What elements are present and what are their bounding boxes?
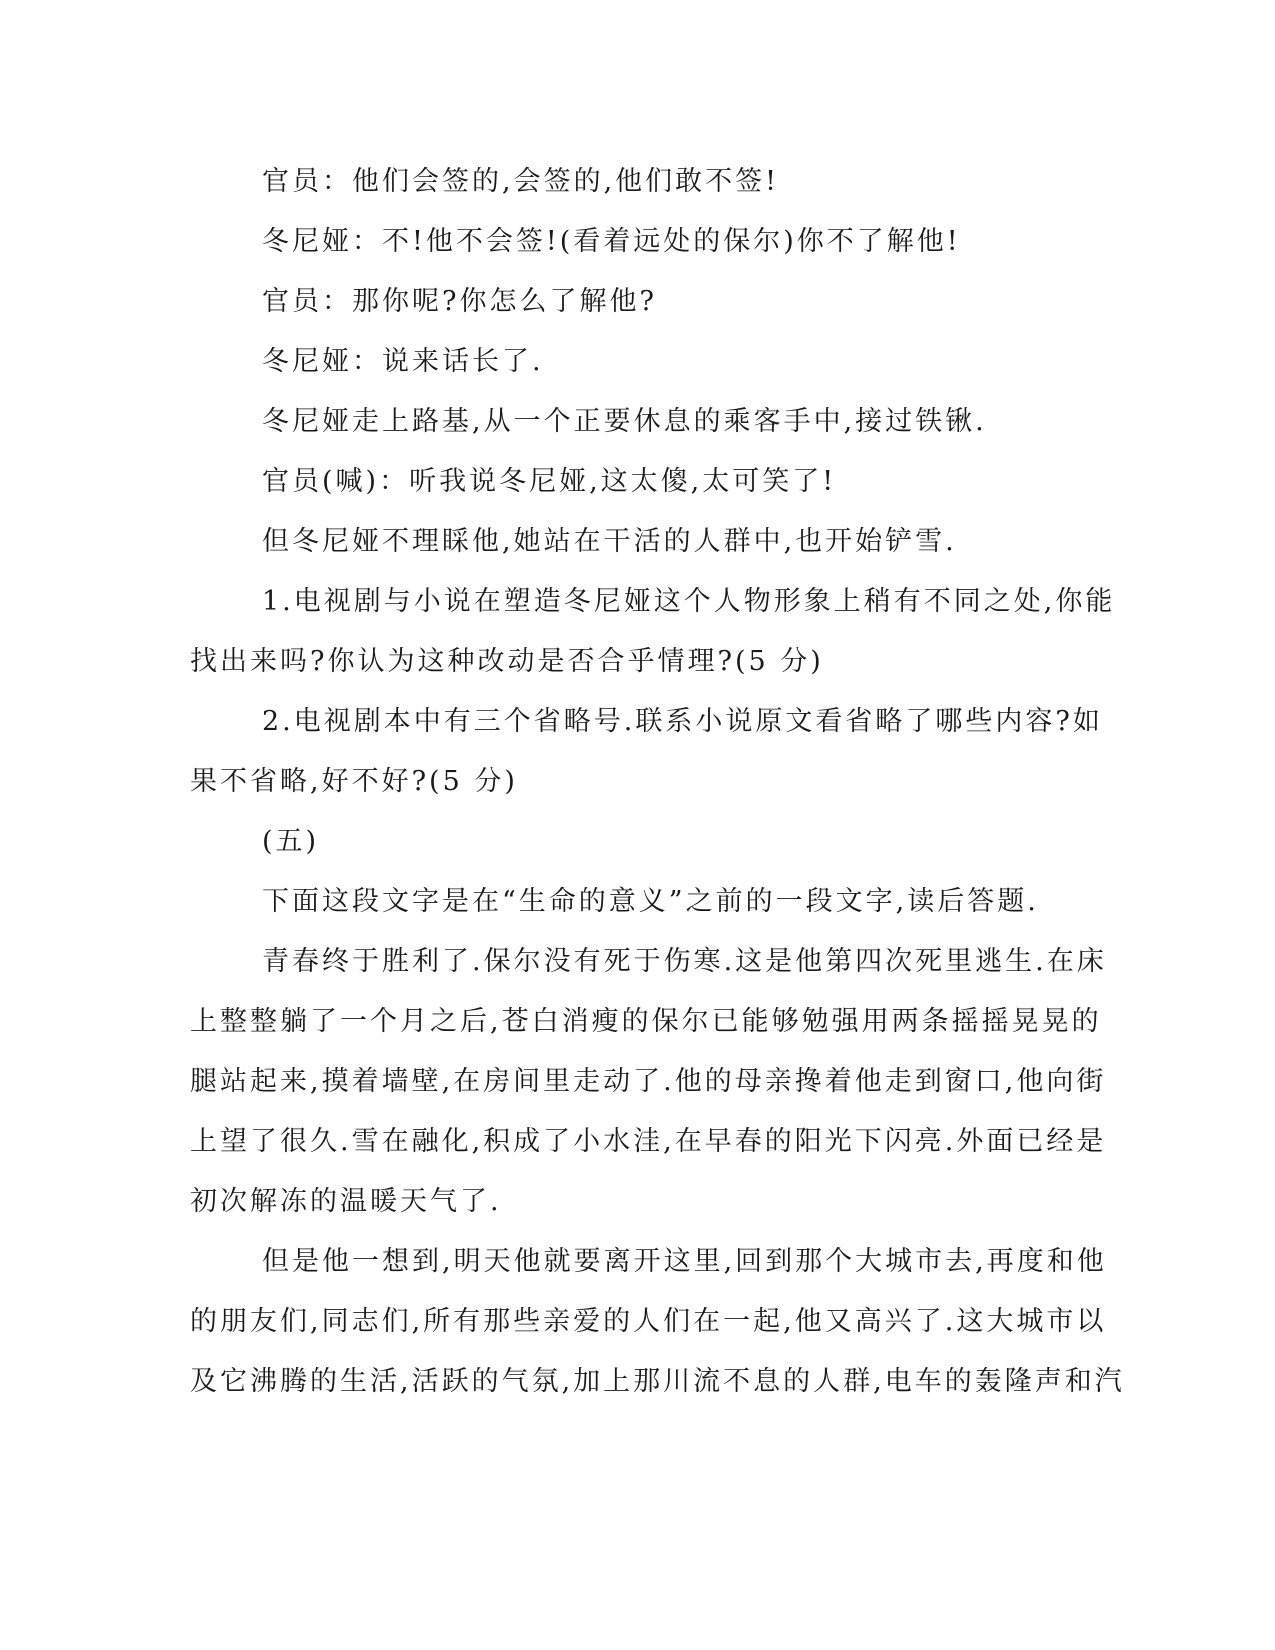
dialogue-line: 官员：他们会签的,会签的,他们敢不签!	[262, 166, 780, 197]
stage-direction: 冬尼娅走上路基,从一个正要休息的乘客手中,接过铁锹.	[262, 406, 987, 437]
stage-direction: 但冬尼娅不理睬他,她站在干活的人群中,也开始铲雪.	[262, 526, 957, 557]
passage-line: 初次解冻的温暖天气了.	[190, 1186, 502, 1217]
passage-line: 但是他一想到,明天他就要离开这里,回到那个大城市去,再度和他	[262, 1246, 1107, 1277]
section-intro: 下面这段文字是在“生命的意义”之前的一段文字,读后答题.	[262, 886, 1039, 917]
passage-line: 的朋友们,同志们,所有那些亲爱的人们在一起,他又高兴了.这大城市以	[190, 1306, 1107, 1337]
dialogue-line: 冬尼娅：说来话长了.	[262, 346, 544, 377]
question-1-line-1: 1.电视剧与小说在塑造冬尼娅这个人物形象上稍有不同之处,你能	[262, 586, 1116, 617]
dialogue-line: 官员(喊)：听我说冬尼娅,这太傻,太可笑了!	[262, 466, 837, 497]
passage-line: 腿站起来,摸着墙壁,在房间里走动了.他的母亲搀着他走到窗口,他向街	[190, 1066, 1107, 1097]
passage-line: 上望了很久.雪在融化,积成了小水洼,在早春的阳光下闪亮.外面已经是	[190, 1126, 1107, 1157]
question-2-line-1: 2.电视剧本中有三个省略号.联系小说原文看省略了哪些内容?如	[262, 706, 1103, 737]
question-1-line-2: 找出来吗?你认为这种改动是否合乎情理?(5 分)	[190, 646, 824, 677]
passage-paragraph-1	[190, 932, 1107, 1232]
question-2	[190, 692, 1103, 812]
passage-line: 上整整躺了一个月之后,苍白消瘦的保尔已能够勉强用两条摇摇晃晃的	[190, 1006, 1102, 1037]
question-1	[190, 572, 1116, 692]
document-body	[190, 152, 1125, 1412]
passage-line: 及它沸腾的生活,活跃的气氛,加上那川流不息的人群,电车的轰隆声和汽	[190, 1366, 1125, 1397]
dialogue-line: 官员：那你呢?你怎么了解他?	[262, 286, 657, 317]
passage-line: 青春终于胜利了.保尔没有死于伤寒.这是他第四次死里逃生.在床	[262, 946, 1107, 977]
section-label: (五)	[262, 826, 320, 857]
dialogue-line: 冬尼娅：不!他不会签!(看着远处的保尔)你不了解他!	[262, 226, 961, 257]
passage-paragraph-2	[190, 1232, 1125, 1412]
question-2-line-2: 果不省略,好不好?(5 分)	[190, 766, 518, 797]
